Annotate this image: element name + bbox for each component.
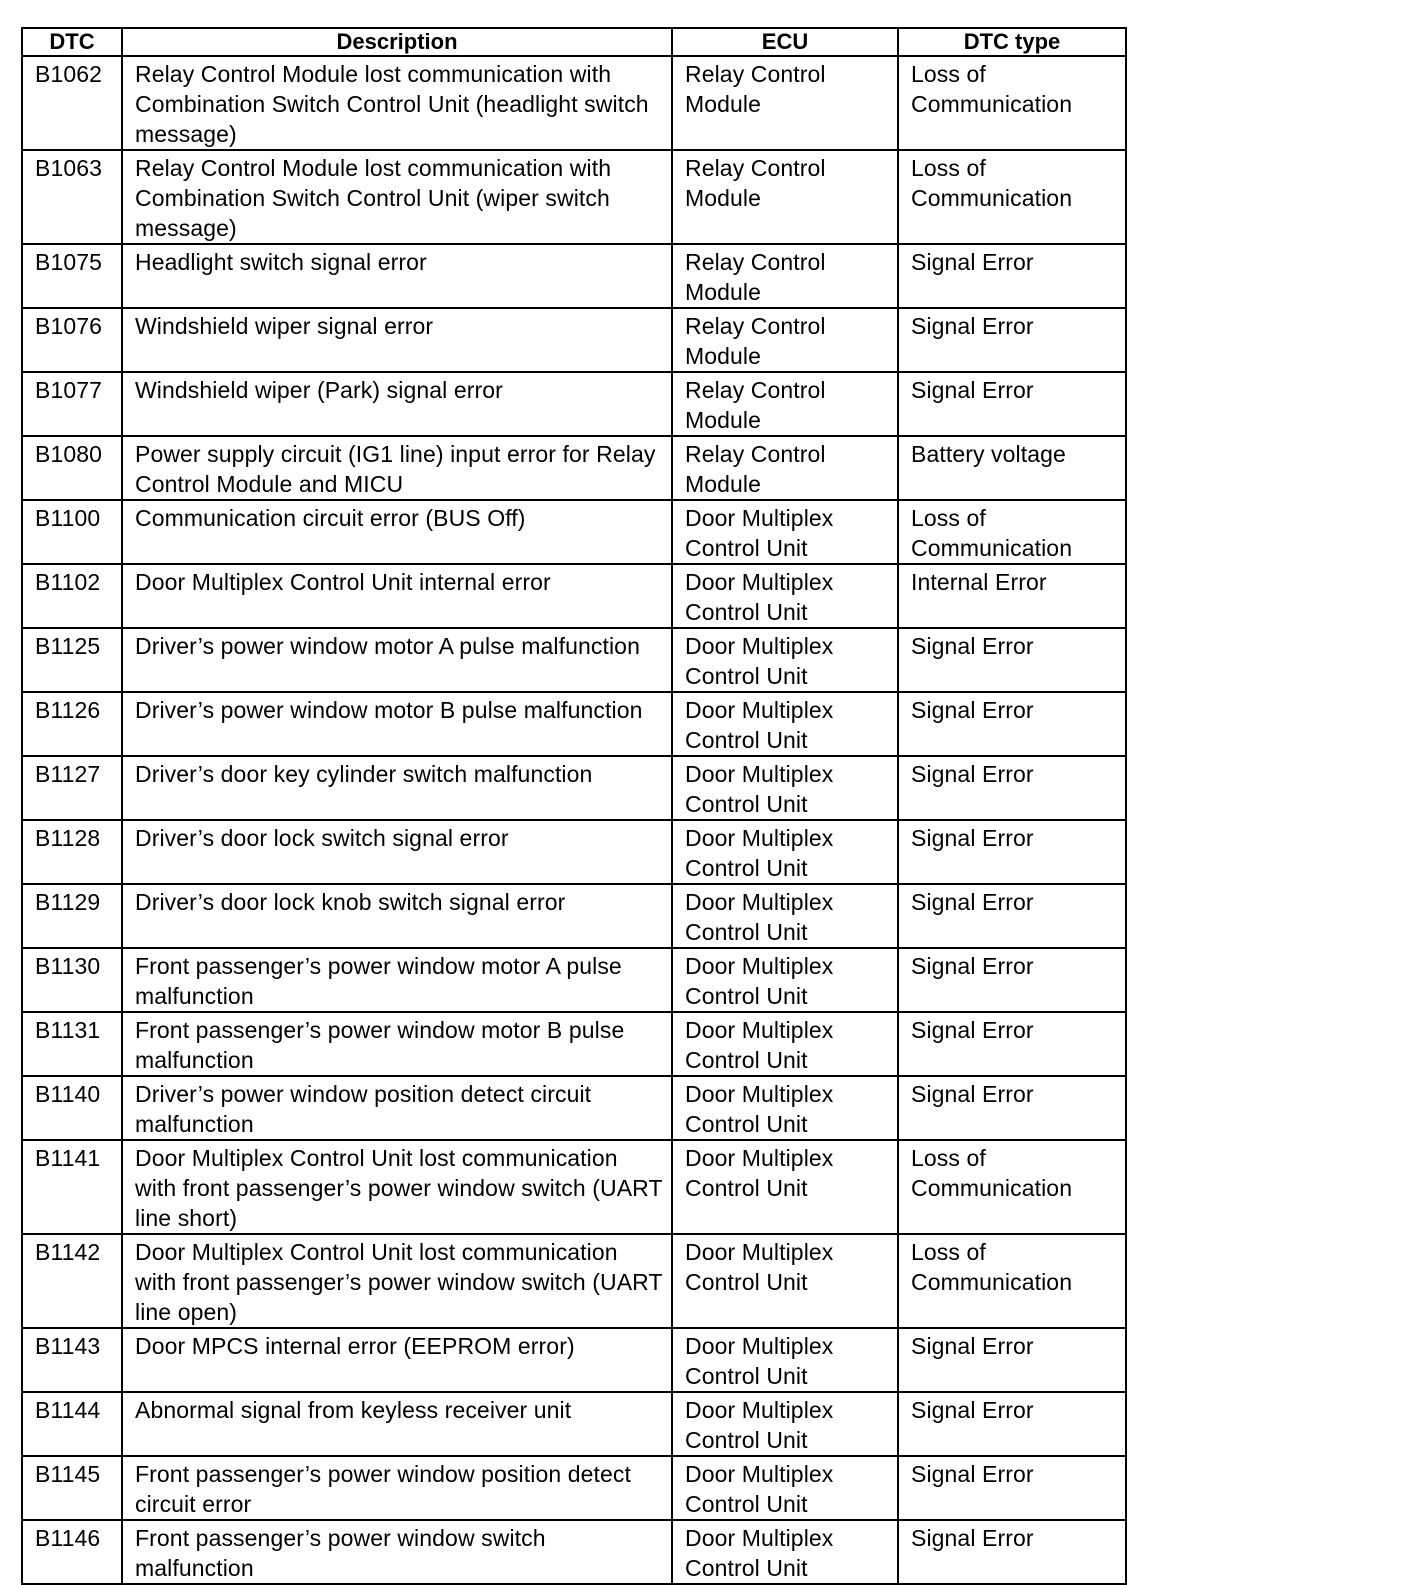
header-ecu: ECU	[672, 28, 898, 56]
dtc-code: B1062	[22, 56, 122, 150]
dtc-description: Front passenger’s power window motor B pulse malfunction	[122, 1012, 672, 1076]
dtc-type: Signal Error	[898, 1328, 1126, 1392]
dtc-code: B1076	[22, 308, 122, 372]
dtc-ecu: Door Multiplex Control Unit	[672, 1012, 898, 1076]
dtc-description: Windshield wiper signal error	[122, 308, 672, 372]
dtc-type: Signal Error	[898, 628, 1126, 692]
dtc-ecu: Door Multiplex Control Unit	[672, 564, 898, 628]
table-row	[22, 500, 1126, 564]
dtc-type: Loss of Communication	[898, 56, 1126, 150]
dtc-ecu: Door Multiplex Control Unit	[672, 756, 898, 820]
dtc-description: Front passenger’s power window switch malfunction	[122, 1520, 672, 1584]
dtc-ecu: Door Multiplex Control Unit	[672, 628, 898, 692]
table-row	[22, 1012, 1126, 1076]
dtc-description: Driver’s power window motor B pulse malfunction	[122, 692, 672, 756]
dtc-ecu: Relay Control Module	[672, 150, 898, 244]
dtc-type: Battery voltage	[898, 436, 1126, 500]
dtc-ecu: Door Multiplex Control Unit	[672, 1456, 898, 1520]
dtc-description: Front passenger’s power window position detect circuit error	[122, 1456, 672, 1520]
dtc-type: Signal Error	[898, 308, 1126, 372]
dtc-ecu: Relay Control Module	[672, 436, 898, 500]
table-row	[22, 820, 1126, 884]
dtc-description: Driver’s door lock switch signal error	[122, 820, 672, 884]
table-row	[22, 1234, 1126, 1328]
dtc-ecu: Door Multiplex Control Unit	[672, 1520, 898, 1584]
dtc-ecu: Relay Control Module	[672, 56, 898, 150]
dtc-description: Abnormal signal from keyless receiver unit	[122, 1392, 672, 1456]
dtc-code: B1127	[22, 756, 122, 820]
dtc-code: B1063	[22, 150, 122, 244]
dtc-type: Signal Error	[898, 1456, 1126, 1520]
dtc-code: B1129	[22, 884, 122, 948]
dtc-ecu: Door Multiplex Control Unit	[672, 1140, 898, 1234]
dtc-description: Driver’s power window position detect circuit malfunction	[122, 1076, 672, 1140]
dtc-type: Signal Error	[898, 1012, 1126, 1076]
dtc-description: Driver’s door lock knob switch signal error	[122, 884, 672, 948]
dtc-code: B1131	[22, 1012, 122, 1076]
dtc-type: Loss of Communication	[898, 1140, 1126, 1234]
dtc-type: Signal Error	[898, 244, 1126, 308]
dtc-ecu: Relay Control Module	[672, 244, 898, 308]
table-row	[22, 1392, 1126, 1456]
table-row	[22, 1076, 1126, 1140]
header-row	[22, 28, 1126, 56]
table-row	[22, 436, 1126, 500]
dtc-code: B1075	[22, 244, 122, 308]
dtc-description: Door Multiplex Control Unit lost communication with front passenger’s power window switch (UART line short)	[122, 1140, 672, 1234]
dtc-type: Signal Error	[898, 756, 1126, 820]
dtc-type: Signal Error	[898, 820, 1126, 884]
dtc-description: Driver’s door key cylinder switch malfunction	[122, 756, 672, 820]
dtc-description: Power supply circuit (IG1 line) input error for Relay Control Module and MICU	[122, 436, 672, 500]
dtc-description: Door Multiplex Control Unit lost communication with front passenger’s power window switch (UART line open)	[122, 1234, 672, 1328]
dtc-code: B1130	[22, 948, 122, 1012]
table-row	[22, 1328, 1126, 1392]
dtc-description: Driver’s power window motor A pulse malfunction	[122, 628, 672, 692]
dtc-type: Loss of Communication	[898, 500, 1126, 564]
table-row	[22, 756, 1126, 820]
table-row	[22, 948, 1126, 1012]
dtc-code: B1128	[22, 820, 122, 884]
table-row	[22, 1140, 1126, 1234]
table-row	[22, 244, 1126, 308]
table-row	[22, 564, 1126, 628]
dtc-ecu: Door Multiplex Control Unit	[672, 1234, 898, 1328]
dtc-description: Windshield wiper (Park) signal error	[122, 372, 672, 436]
dtc-code: B1100	[22, 500, 122, 564]
dtc-type: Signal Error	[898, 948, 1126, 1012]
header-dtc-type: DTC type	[898, 28, 1126, 56]
dtc-ecu: Door Multiplex Control Unit	[672, 500, 898, 564]
dtc-ecu: Door Multiplex Control Unit	[672, 692, 898, 756]
table-row	[22, 150, 1126, 244]
dtc-ecu: Door Multiplex Control Unit	[672, 820, 898, 884]
table-row	[22, 308, 1126, 372]
table-row	[22, 372, 1126, 436]
dtc-description: Relay Control Module lost communication with Combination Switch Control Unit (headlight switch message)	[122, 56, 672, 150]
dtc-type: Loss of Communication	[898, 1234, 1126, 1328]
table-row	[22, 56, 1126, 150]
header-description: Description	[122, 28, 672, 56]
dtc-code: B1080	[22, 436, 122, 500]
dtc-type: Signal Error	[898, 884, 1126, 948]
dtc-ecu: Door Multiplex Control Unit	[672, 884, 898, 948]
dtc-code: B1145	[22, 1456, 122, 1520]
dtc-ecu: Door Multiplex Control Unit	[672, 1328, 898, 1392]
dtc-type: Signal Error	[898, 1392, 1126, 1456]
dtc-description: Communication circuit error (BUS Off)	[122, 500, 672, 564]
dtc-code: B1144	[22, 1392, 122, 1456]
dtc-ecu: Relay Control Module	[672, 308, 898, 372]
table-row	[22, 1520, 1126, 1584]
dtc-description: Door MPCS internal error (EEPROM error)	[122, 1328, 672, 1392]
dtc-ecu: Door Multiplex Control Unit	[672, 948, 898, 1012]
dtc-code: B1140	[22, 1076, 122, 1140]
table-row	[22, 692, 1126, 756]
dtc-description: Headlight switch signal error	[122, 244, 672, 308]
dtc-code: B1126	[22, 692, 122, 756]
table-row	[22, 1456, 1126, 1520]
dtc-code: B1146	[22, 1520, 122, 1584]
dtc-code: B1125	[22, 628, 122, 692]
dtc-code: B1141	[22, 1140, 122, 1234]
header-dtc: DTC	[22, 28, 122, 56]
dtc-code: B1102	[22, 564, 122, 628]
dtc-description: Door Multiplex Control Unit internal error	[122, 564, 672, 628]
dtc-description: Relay Control Module lost communication with Combination Switch Control Unit (wiper switch message)	[122, 150, 672, 244]
dtc-ecu: Door Multiplex Control Unit	[672, 1392, 898, 1456]
dtc-type: Signal Error	[898, 692, 1126, 756]
dtc-table	[21, 27, 1127, 1585]
table-row	[22, 628, 1126, 692]
dtc-type: Internal Error	[898, 564, 1126, 628]
table-row	[22, 884, 1126, 948]
dtc-code: B1142	[22, 1234, 122, 1328]
dtc-type: Loss of Communication	[898, 150, 1126, 244]
dtc-description: Front passenger’s power window motor A pulse malfunction	[122, 948, 672, 1012]
dtc-code: B1143	[22, 1328, 122, 1392]
dtc-ecu: Relay Control Module	[672, 372, 898, 436]
dtc-code: B1077	[22, 372, 122, 436]
dtc-type: Signal Error	[898, 1076, 1126, 1140]
dtc-ecu: Door Multiplex Control Unit	[672, 1076, 898, 1140]
dtc-type: Signal Error	[898, 1520, 1126, 1584]
dtc-type: Signal Error	[898, 372, 1126, 436]
